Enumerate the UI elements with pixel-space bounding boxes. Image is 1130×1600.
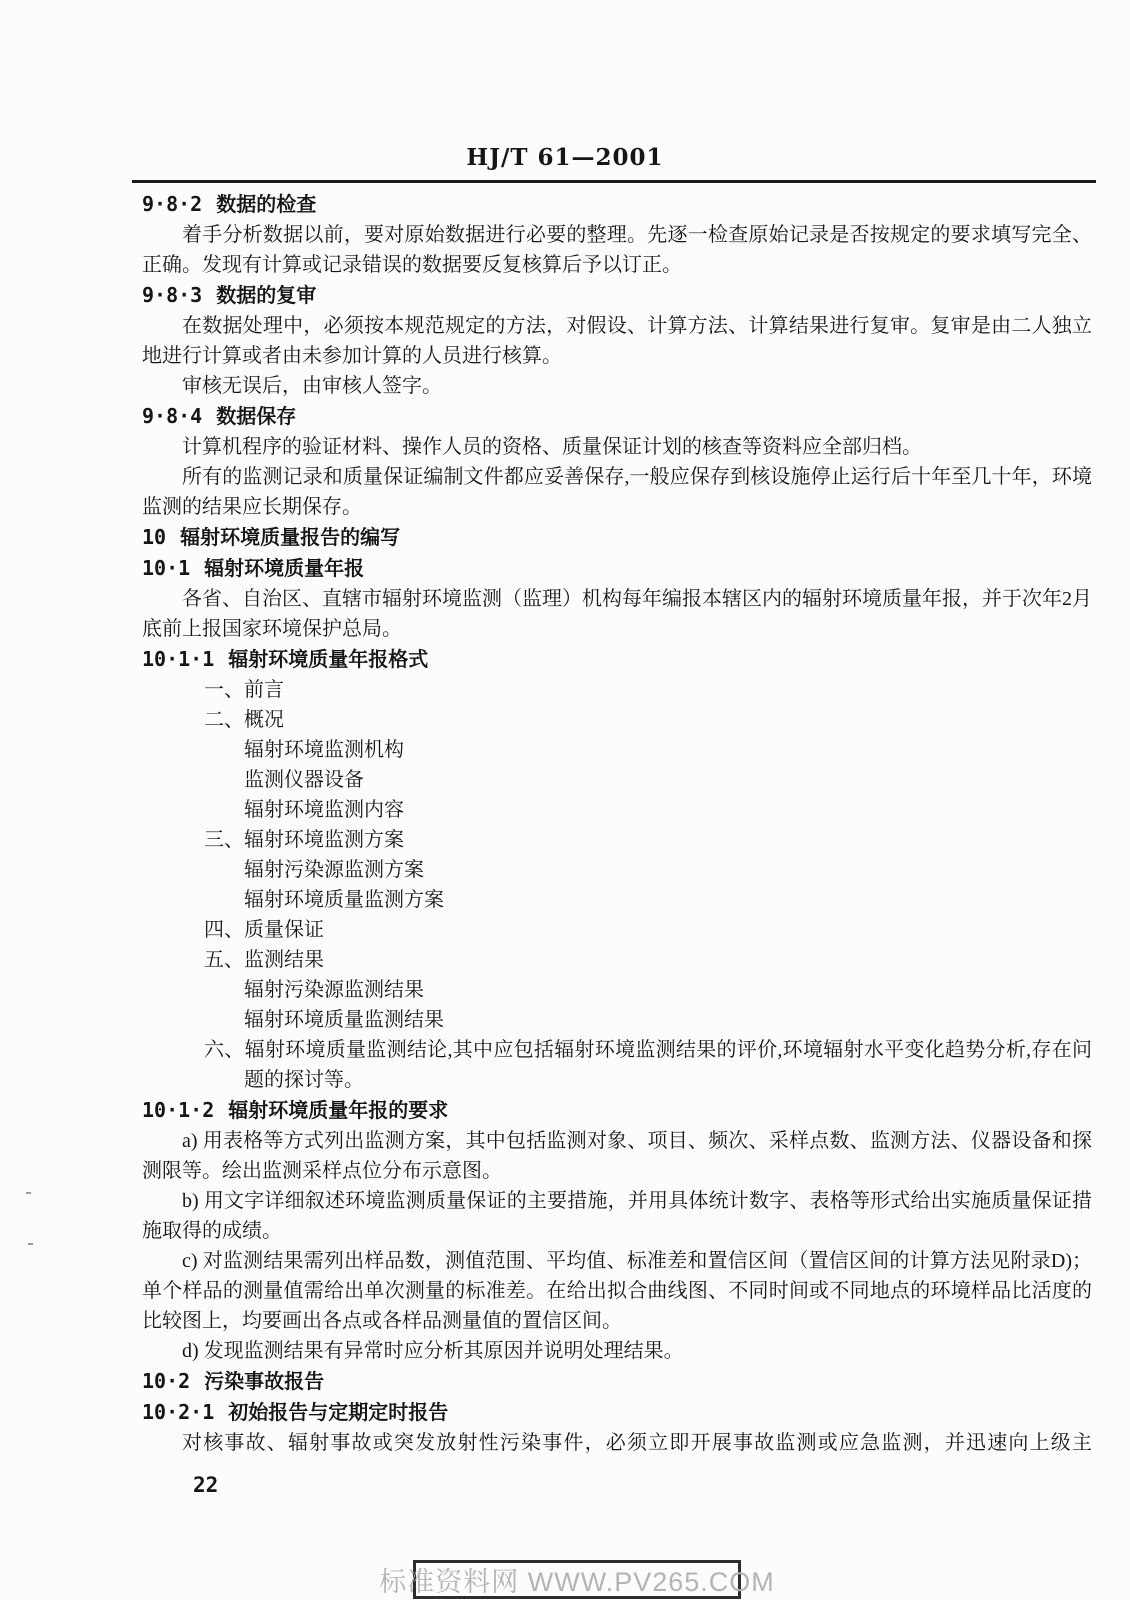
page-body — [142, 189, 1092, 1458]
scan-artifact — [28, 1243, 33, 1245]
paragraph: 计算机程序的验证材料、操作人员的资格、质量保证计划的核查等资料应全部归档。 — [182, 436, 922, 458]
paragraph: 审核无误后，由审核人签字。 — [182, 375, 442, 397]
section-number: 10·2·1 — [142, 1400, 215, 1424]
outline-item: 二、概况 — [204, 709, 284, 731]
section-title: 辐射环境质量年报格式 — [228, 649, 429, 671]
section-number: 10·1 — [142, 556, 191, 580]
paragraph: 所有的监测记录和质量保证编制文件都应妥善保存,一般应保存到核设施停止运行后十年至几十年，环境监测的结果应长期保存。 — [142, 466, 1092, 518]
header-rule — [132, 180, 1096, 183]
section-title: 辐射环境质量年报 — [204, 558, 365, 580]
section-title: 数据的复审 — [216, 285, 317, 307]
outline-item: 一、前言 — [204, 679, 284, 701]
chapter-number: 10 — [142, 525, 167, 549]
paragraph: b) 用文字详细叙述环境监测质量保证的主要措施，并用具体统计数字、表格等形式给出实施质量保证措施取得的成绩。 — [142, 1190, 1092, 1242]
paragraph: a) 用表格等方式列出监测方案，其中包括监测对象、项目、频次、采样点数、监测方法、仪器设备和探测限等。绘出监测采样点位分布示意图。 — [142, 1130, 1092, 1182]
paragraph: 在数据处理中，必须按本规范规定的方法，对假设、计算方法、计算结果进行复审。复审是由二人独立地进行计算或者由未参加计算的人员进行核算。 — [142, 315, 1092, 367]
section-number: 9·8·3 — [142, 283, 203, 307]
section-number: 9·8·2 — [142, 192, 203, 216]
outline-item: 三、辐射环境监测方案 — [204, 829, 404, 851]
paragraph: 对核事故、辐射事故或突发放射性污染事件，必须立即开展事故监测或应急监测，并迅速向上级主 — [182, 1432, 1092, 1454]
watermark-text: 标准资料网 WWW.PV265.COM — [379, 1567, 775, 1597]
section-heading-9-8-3 — [142, 280, 1092, 311]
section-title: 数据保存 — [216, 406, 297, 428]
outline-subitem: 辐射环境监测机构 — [244, 739, 404, 761]
section-heading-10-1 — [142, 553, 1092, 584]
section-number: 10·1·1 — [142, 647, 215, 671]
section-number: 10·2 — [142, 1369, 191, 1393]
outline-subitem: 辐射环境质量监测结果 — [244, 1009, 444, 1031]
section-heading-10-1-1 — [142, 644, 1092, 675]
outline-item: 五、监测结果 — [204, 949, 324, 971]
chapter-title: 辐射环境质量报告的编写 — [180, 527, 401, 549]
outline-subitem: 辐射环境质量监测方案 — [244, 889, 444, 911]
outline-subitem: 辐射污染源监测结果 — [244, 979, 424, 1001]
section-title: 污染事故报告 — [204, 1371, 325, 1393]
section-number: 9·8·4 — [142, 404, 203, 428]
watermark-box — [379, 1560, 775, 1599]
section-heading-9-8-4 — [142, 401, 1092, 432]
section-number: 10·1·2 — [142, 1098, 215, 1122]
page-number: 22 — [193, 1473, 219, 1497]
section-heading-9-8-2 — [142, 189, 1092, 220]
chapter-heading-10 — [142, 522, 1092, 553]
outline-subitem: 辐射污染源监测方案 — [244, 859, 424, 881]
outline-subitem: 辐射环境监测内容 — [244, 799, 404, 821]
section-title: 初始报告与定期定时报告 — [228, 1402, 449, 1424]
paragraph: c) 对监测结果需列出样品数，测值范围、平均值、标准差和置信区间（置信区间的计算方法见附录D)；单个样品的测量值需给出单次测量的标准差。在给出拟合曲线图、不同时间或不同地点的环境样品比活度的比较图上，均要画出各点或各样品测量值的置信区间。 — [142, 1250, 1092, 1332]
paragraph: d) 发现监测结果有异常时应分析其原因并说明处理结果。 — [182, 1340, 684, 1362]
paragraph: 着手分析数据以前，要对原始数据进行必要的整理。先逐一检查原始记录是否按规定的要求填写完全、正确。发现有计算或记录错误的数据要反复核算后予以订正。 — [142, 224, 1092, 276]
section-heading-10-1-2 — [142, 1095, 1092, 1126]
paragraph: 各省、自治区、直辖市辐射环境监测（监理）机构每年编报本辖区内的辐射环境质量年报，并于次年2月底前上报国家环境保护总局。 — [142, 588, 1092, 640]
document-number-header: HJ/T 61—2001 — [466, 144, 664, 171]
section-heading-10-2-1 — [142, 1397, 1092, 1428]
section-heading-10-2 — [142, 1366, 1092, 1397]
outline-item: 六、辐射环境质量监测结论,其中应包括辐射环境监测结果的评价,环境辐射水平变化趋势分析,存在问题的探讨等。 — [204, 1039, 1092, 1091]
outline-subitem: 监测仪器设备 — [244, 769, 364, 791]
section-title: 辐射环境质量年报的要求 — [228, 1100, 449, 1122]
outline-item: 四、质量保证 — [204, 919, 324, 941]
section-title: 数据的检查 — [216, 194, 317, 216]
scan-artifact — [26, 1192, 31, 1194]
